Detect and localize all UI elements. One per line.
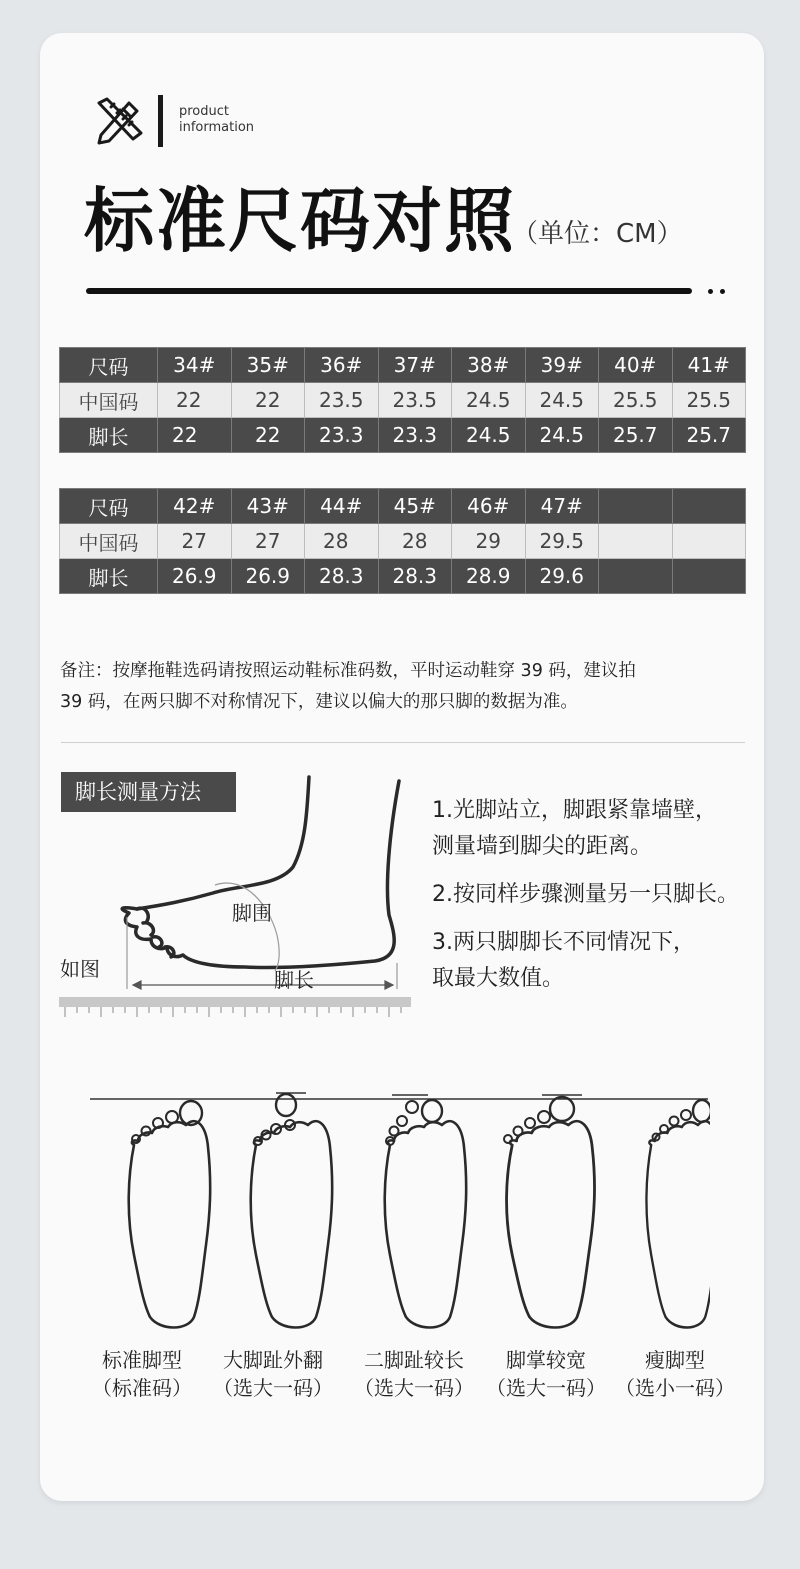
table-cell — [672, 489, 746, 524]
table-cell — [672, 559, 746, 594]
foot-outline-icon — [646, 1100, 710, 1328]
foot-type-advice: （标准码） — [92, 1376, 192, 1400]
table-cell: 26.9 — [231, 559, 305, 594]
foot-type-bunion — [208, 1346, 338, 1402]
table-row — [60, 418, 746, 453]
step-text: 2.按同样步骤测量另一只脚长。 — [432, 882, 739, 907]
table-cell: 27 — [158, 524, 232, 559]
note-line: 备注：按摩拖鞋选码请按照运动鞋标准码数，平时运动鞋穿 39 码，建议拍 — [60, 661, 636, 681]
table-cell: 36# — [305, 348, 379, 383]
table-cell: 22 — [158, 383, 232, 418]
dot-decoration — [720, 289, 725, 294]
table-row — [60, 348, 746, 383]
table-row — [60, 489, 746, 524]
brand-line2: information — [179, 120, 255, 135]
table-cell: 26.9 — [158, 559, 232, 594]
note-line: 39 码，在两只脚不对称情况下，建议以偏大的那只脚的数据为准。 — [60, 692, 578, 712]
table-cell: 28 — [305, 524, 379, 559]
row-label: 尺码 — [60, 489, 158, 524]
table-row — [60, 559, 746, 594]
step-text: 3.两只脚脚长不同情况下， — [432, 930, 695, 955]
step-text: 取最大数值。 — [432, 966, 565, 991]
table-cell: 29.5 — [525, 524, 599, 559]
table-cell: 27 — [231, 524, 305, 559]
table-cell: 25.5 — [672, 383, 746, 418]
row-label: 中国码 — [60, 383, 158, 418]
brand-label — [179, 104, 254, 136]
foot-outline-icon — [129, 1101, 210, 1328]
table-row — [60, 524, 746, 559]
table-cell: 41# — [672, 348, 746, 383]
table-cell: 24.5 — [452, 383, 526, 418]
foot-type-name: 脚掌较宽 — [506, 1348, 586, 1372]
step-text: 测量墙到脚尖的距离。 — [432, 834, 653, 859]
table-cell: 46# — [452, 489, 526, 524]
girth-label: 脚围 — [232, 901, 272, 925]
table-cell: 35# — [231, 348, 305, 383]
table-cell: 23.3 — [378, 418, 452, 453]
header-divider — [158, 95, 163, 147]
pencil-ruler-icon — [93, 95, 145, 147]
foot-type-long-second-toe — [349, 1346, 479, 1402]
foot-outline-icon — [251, 1093, 332, 1328]
unit-label: （单位：CM） — [512, 219, 683, 249]
foot-type-standard — [77, 1346, 207, 1402]
step-text: 1.光脚站立，脚跟紧靠墙壁， — [432, 798, 717, 823]
foot-outline-icon — [504, 1095, 595, 1328]
size-table-2 — [59, 488, 746, 594]
foot-type-name: 标准脚型 — [102, 1348, 182, 1372]
table-cell: 24.5 — [525, 383, 599, 418]
table-cell — [599, 524, 673, 559]
table-cell: 28 — [378, 524, 452, 559]
table-row — [60, 383, 746, 418]
row-label: 尺码 — [60, 348, 158, 383]
page-title: 标准尺码对照 — [84, 180, 516, 262]
foot-type-advice: （选大一码） — [354, 1376, 474, 1400]
table-cell: 24.5 — [525, 418, 599, 453]
row-label: 脚长 — [60, 418, 158, 453]
table-cell — [672, 524, 746, 559]
row-label: 脚长 — [60, 559, 158, 594]
table-cell: 22 — [231, 383, 305, 418]
table-cell: 24.5 — [452, 418, 526, 453]
foot-type-name: 大脚趾外翻 — [223, 1348, 323, 1372]
foot-type-advice: （选大一码） — [213, 1376, 333, 1400]
table-cell: 23.3 — [305, 418, 379, 453]
table-cell: 28.9 — [452, 559, 526, 594]
dot-decoration — [708, 289, 713, 294]
table-cell: 25.5 — [599, 383, 673, 418]
size-table-1 — [59, 347, 746, 453]
table-cell: 23.5 — [378, 383, 452, 418]
table-cell: 28.3 — [378, 559, 452, 594]
table-cell: 22 — [231, 418, 305, 453]
row-label: 中国码 — [60, 524, 158, 559]
table-cell — [599, 489, 673, 524]
foot-type-advice: （选大一码） — [486, 1376, 606, 1400]
section-divider — [61, 742, 745, 743]
foot-types-illustration — [88, 1085, 710, 1335]
foot-type-wide — [481, 1346, 611, 1402]
table-cell: 22 — [158, 418, 232, 453]
table-cell: 23.5 — [305, 383, 379, 418]
table-cell: 39# — [525, 348, 599, 383]
table-cell: 25.7 — [672, 418, 746, 453]
table-cell: 37# — [378, 348, 452, 383]
table-cell: 47# — [525, 489, 599, 524]
table-cell: 29 — [452, 524, 526, 559]
table-cell: 34# — [158, 348, 232, 383]
table-cell: 38# — [452, 348, 526, 383]
as-shown-label: 如图 — [60, 957, 100, 981]
table-cell: 44# — [305, 489, 379, 524]
table-cell: 25.7 — [599, 418, 673, 453]
length-label: 脚长 — [274, 968, 314, 992]
table-cell: 43# — [231, 489, 305, 524]
method-section-label: 脚长测量方法 — [61, 772, 236, 812]
foot-type-slim — [610, 1346, 740, 1402]
table-cell: 45# — [378, 489, 452, 524]
table-cell: 29.6 — [525, 559, 599, 594]
measure-steps — [432, 793, 739, 1009]
foot-type-advice: （选小一码） — [615, 1376, 735, 1400]
foot-type-name: 瘦脚型 — [645, 1348, 705, 1372]
table-cell — [599, 559, 673, 594]
foot-type-name: 二脚趾较长 — [364, 1348, 464, 1372]
title-underline — [86, 288, 692, 294]
size-note — [60, 656, 740, 718]
brand-line1: product — [179, 104, 230, 119]
table-cell: 40# — [599, 348, 673, 383]
foot-outline-icon — [385, 1095, 466, 1328]
table-cell: 28.3 — [305, 559, 379, 594]
table-cell: 42# — [158, 489, 232, 524]
